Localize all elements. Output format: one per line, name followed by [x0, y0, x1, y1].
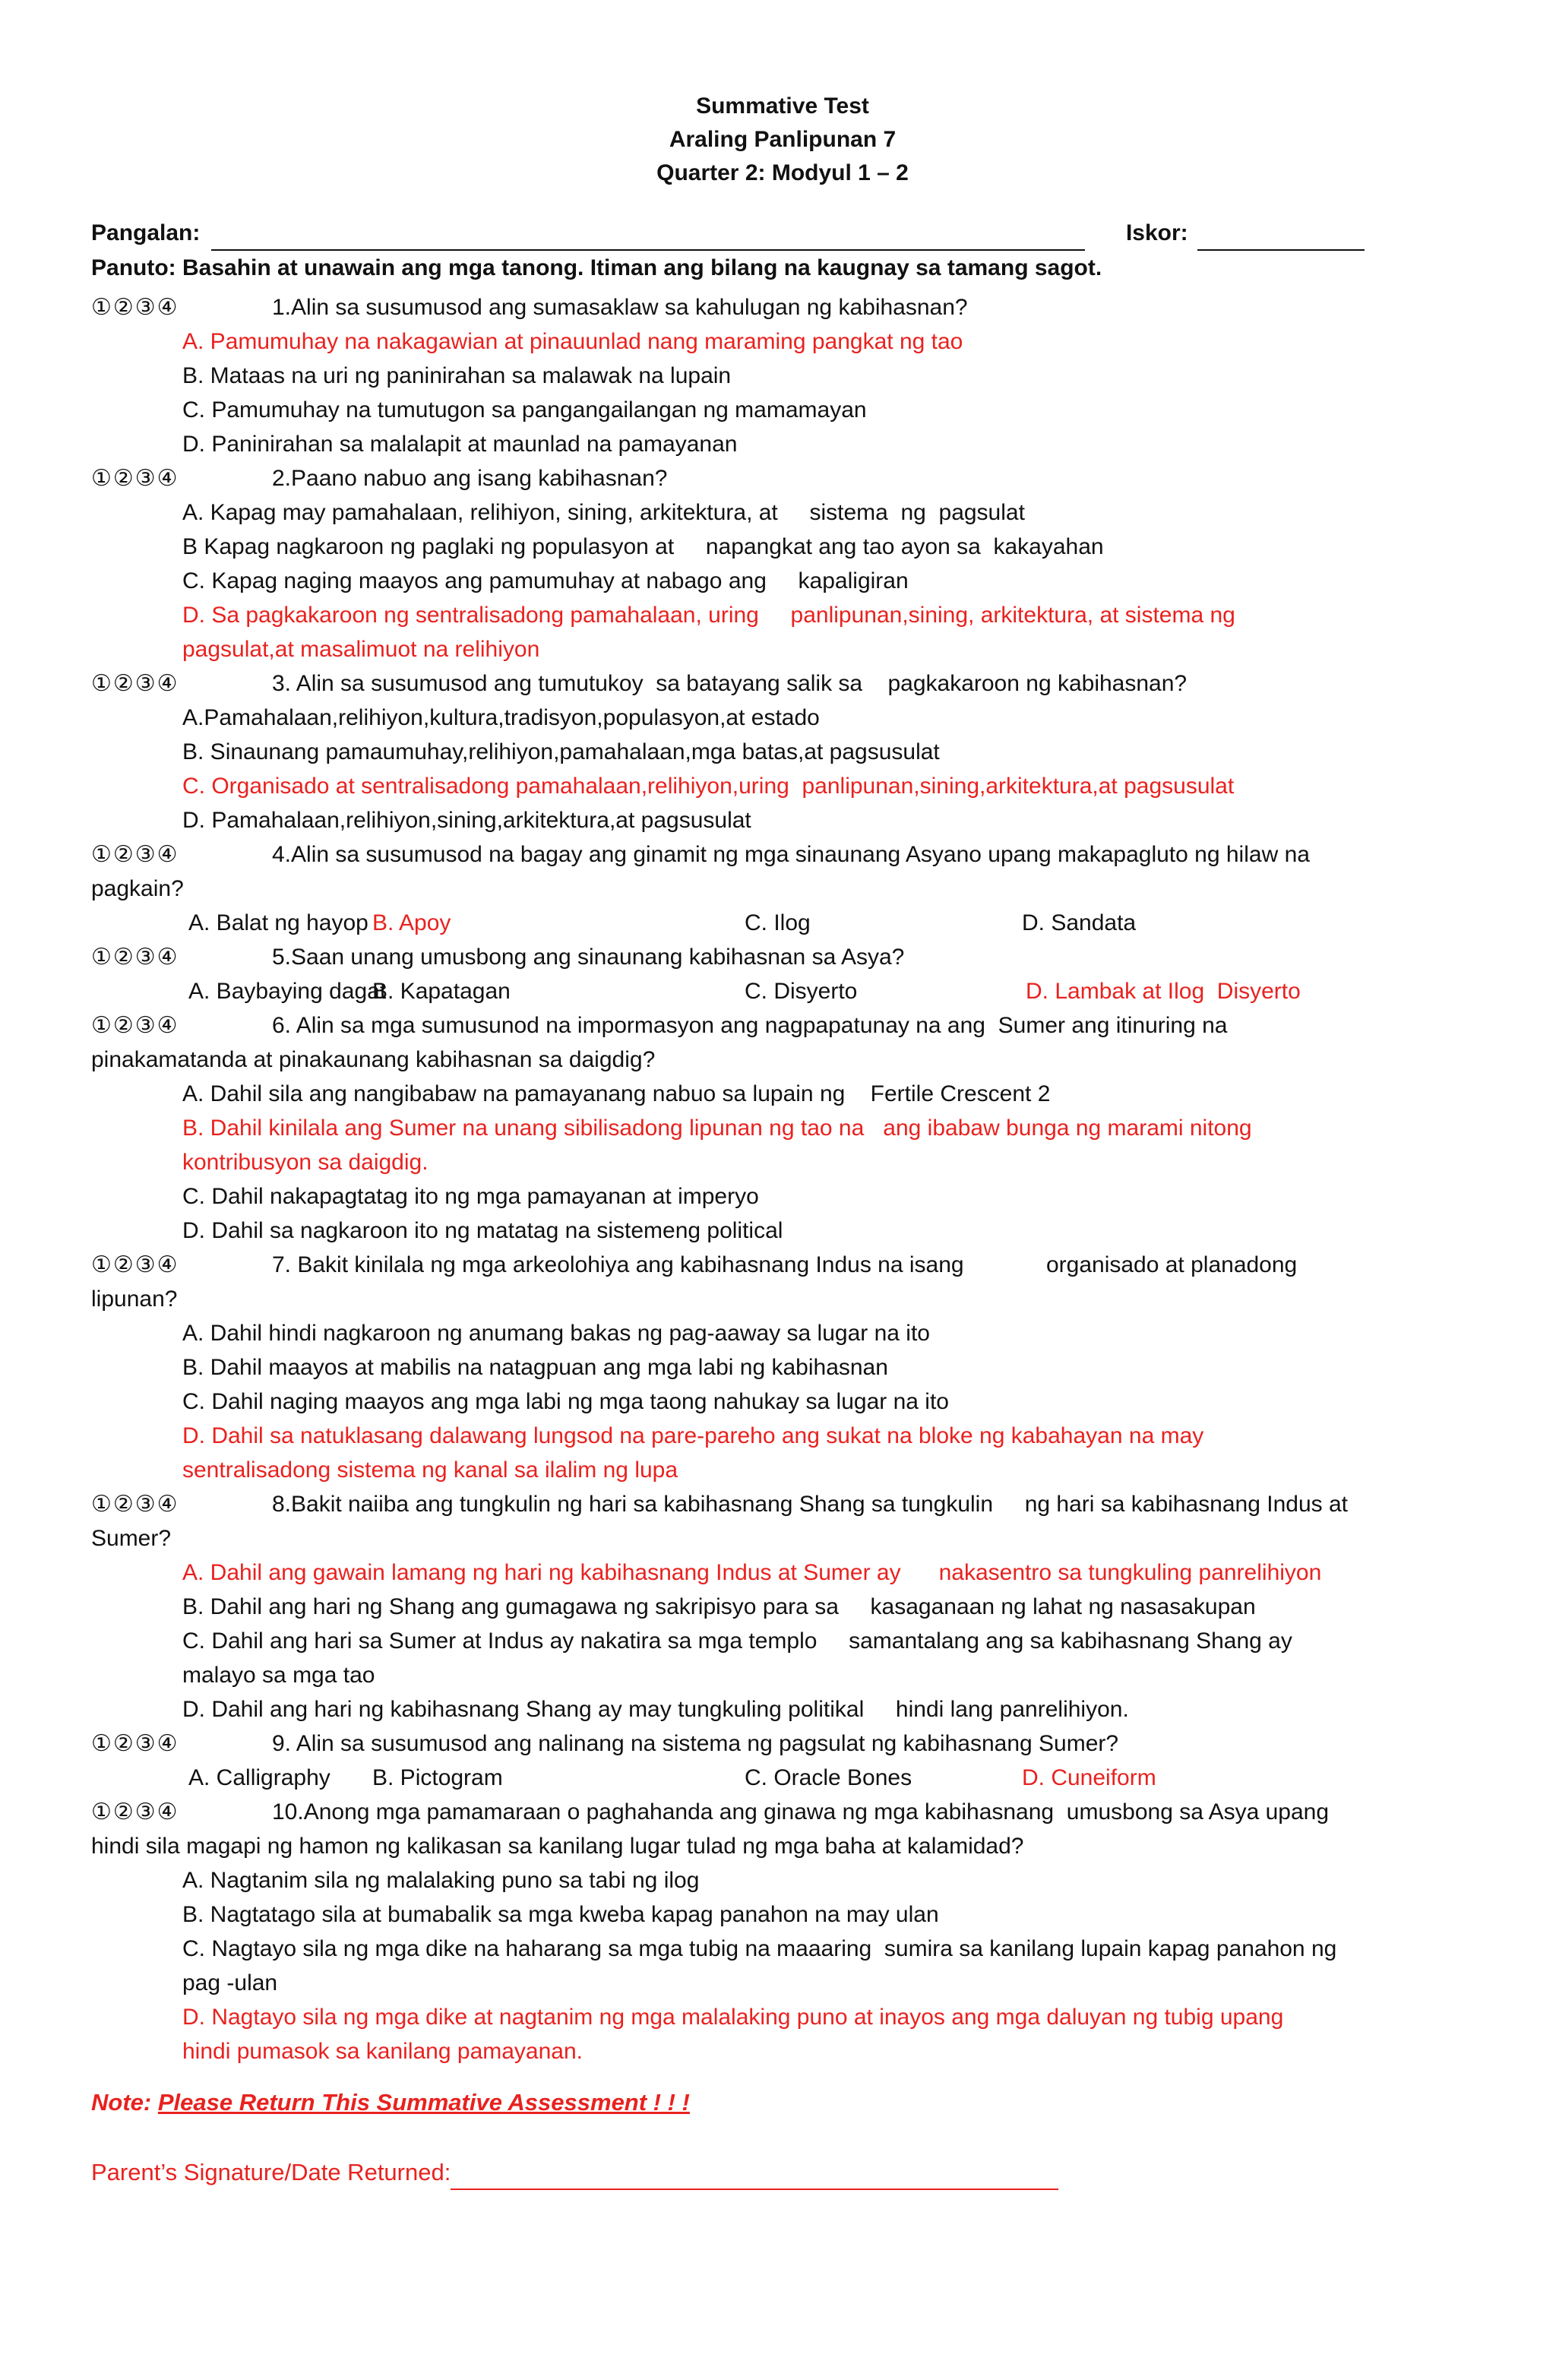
question-line: [91, 666, 1474, 701]
option-d: D. Sandata: [1022, 910, 1137, 935]
worksheet-page: [91, 90, 1474, 2190]
option-b: B Kapag nagkaroon ng paglaki ng populasyon at napangkat ang tao ayon sa kakayahan: [182, 534, 1104, 559]
answer-bubbles[interactable]: ①②③④: [91, 671, 179, 696]
option-d: D. Paninirahan sa malalapit at maunlad na pamayanan: [182, 432, 738, 457]
header: [91, 90, 1474, 190]
option-c: C. Oracle Bones: [745, 1765, 912, 1790]
question-text: 8.Bakit naiiba ang tungkulin ng hari sa kabihasnang Shang sa tungkulin ng hari sa kabihasnang Indus at: [272, 1492, 1348, 1517]
option-b: B. Dahil ang hari ng Shang ang gumagawa ng sakripisyo para sa kasaganaan ng lahat ng nasasakupan: [182, 1594, 1256, 1619]
question-line: [91, 290, 1474, 324]
option-d: D. Nagtayo sila ng mga dike at nagtanim ng mga malalaking puno at inayos ang mga daluyan ng tubig upang: [182, 2005, 1284, 2030]
answer-bubbles[interactable]: ①②③④: [91, 945, 179, 970]
question-text: 1.Alin sa susumusod ang sumasaklaw sa kahulugan ng kabihasnan?: [272, 295, 968, 320]
question-8: [91, 1487, 1474, 1726]
option-a: A. Dahil hindi nagkaroon ng anumang bakas ng pag-aaway sa lugar na ito: [182, 1321, 930, 1346]
question-line: [91, 837, 1474, 872]
option-b-continued: kontribusyon sa daigdig.: [182, 1150, 429, 1175]
subject-title: Araling Panlipunan 7: [669, 127, 897, 152]
note-text: Please Return This Summative Assessment ! ! !: [157, 2089, 690, 2116]
option-d: D. Sa pagkakaroon ng sentralisadong pamahalaan, uring panlipunan,sining, arkitektura, at sistema ng: [182, 603, 1235, 628]
question-text: 7. Bakit kinilala ng mga arkeolohiya ang kabihasnang Indus na isang organisado at planadong: [272, 1252, 1298, 1277]
question-text: 5.Saan unang umusbong ang sinaunang kabihasnan sa Asya?: [272, 945, 905, 970]
question-line: [91, 1795, 1474, 1829]
option-row: [91, 1761, 1474, 1795]
answer-bubbles[interactable]: ①②③④: [91, 1013, 179, 1038]
option-d: D. Lambak at Ilog Disyerto: [1026, 979, 1301, 1004]
option-d: D. Dahil ang hari ng kabihasnang Shang ay may tungkuling politikal hindi lang panrelihiyon.: [182, 1697, 1129, 1722]
answer-bubbles[interactable]: ①②③④: [91, 1252, 179, 1277]
question-text-continued: Sumer?: [91, 1526, 172, 1551]
score-field[interactable]: [1126, 216, 1365, 251]
option-d: D. Dahil sa nagkaroon ito ng matatag na sistemeng political: [182, 1218, 783, 1243]
question-6: [91, 1008, 1474, 1248]
option-b: B. Dahil kinilala ang Sumer na unang sibilisadong lipunan ng tao na ang ibabaw bunga ng marami nitong: [182, 1116, 1252, 1141]
option-b: B. Dahil maayos at mabilis na natagpuan ang mga labi ng kabihasnan: [182, 1355, 888, 1380]
signature-blank-line[interactable]: [451, 2166, 1058, 2190]
option-b: B. Apoy: [372, 910, 451, 935]
answer-bubbles[interactable]: ①②③④: [91, 1492, 179, 1517]
option-b: B. Mataas na uri ng paninirahan sa malawak na lupain: [182, 363, 732, 388]
option-row: [91, 906, 1474, 940]
quarter-title: Quarter 2: Modyul 1 – 2: [656, 160, 909, 185]
option-d-continued: hindi pumasok sa kanilang pamayanan.: [182, 2039, 584, 2064]
option-d-continued: sentralisadong sistema ng kanal sa ilalim ng lupa: [182, 1457, 678, 1483]
option-c: C. Dahil ang hari sa Sumer at Indus ay nakatira sa mga templo samantalang ang sa kabihasnang Shang ay: [182, 1628, 1292, 1654]
option-d: D. Cuneiform: [1022, 1765, 1156, 1790]
question-3: [91, 666, 1474, 837]
option-a: A. Nagtanim sila ng malalaking puno sa tabi ng ilog: [182, 1868, 700, 1893]
signature-label: Parent’s Signature/Date Returned:: [91, 2159, 451, 2185]
signature-line: [91, 2155, 1474, 2190]
answer-bubbles[interactable]: ①②③④: [91, 1799, 179, 1825]
question-line: [91, 1008, 1474, 1043]
option-c: C. Kapag naging maayos ang pamumuhay at nabago ang kapaligiran: [182, 568, 909, 593]
question-list: [91, 290, 1474, 2068]
option-a: A. Pamumuhay na nakagawian at pinauunlad nang maraming pangkat ng tao: [182, 329, 963, 354]
name-label: Pangalan:: [91, 220, 201, 245]
question-text-continued: lipunan?: [91, 1287, 178, 1312]
option-d-continued: pagsulat,at masalimuot na relihiyon: [182, 637, 540, 662]
option-b: B. Pictogram: [372, 1765, 503, 1790]
question-text: 9. Alin sa susumusod ang nalinang na sistema ng pagsulat ng kabihasnang Sumer?: [272, 1731, 1119, 1756]
option-c: C. Disyerto: [745, 979, 858, 1004]
option-b: B. Nagtatago sila at bumabalik sa mga kweba kapag panahon na may ulan: [182, 1902, 939, 1927]
question-line: [91, 1248, 1474, 1282]
meta-section: [91, 216, 1474, 286]
score-label: Iskor:: [1125, 220, 1188, 245]
answer-bubbles[interactable]: ①②③④: [91, 1731, 179, 1756]
question-9: [91, 1726, 1474, 1795]
option-a: A.Pamahalaan,relihiyon,kultura,tradisyon,populasyon,at estado: [182, 705, 820, 730]
option-b: B. Kapatagan: [372, 979, 511, 1004]
option-c-continued: malayo sa mga tao: [182, 1663, 375, 1688]
option-a: A. Balat ng hayop: [188, 910, 368, 935]
question-text-continued: hindi sila magapi ng hamon ng kalikasan sa kanilang lugar tulad ng mga baha at kalamidad?: [91, 1834, 1024, 1859]
question-text-continued: pinakamatanda at pinakaunang kabihasnan sa daigdig?: [91, 1047, 656, 1072]
question-text-continued: pagkain?: [91, 876, 184, 901]
option-c: C. Nagtayo sila ng mga dike na haharang sa mga tubig na maaaring sumira sa kanilang lupain kapag panahon ng: [182, 1936, 1337, 1961]
option-a: A. Dahil ang gawain lamang ng hari ng kabihasnang Indus at Sumer ay nakasentro sa tungkuling panrelihiyon: [182, 1560, 1322, 1585]
option-d: D. Dahil sa natuklasang dalawang lungsod na pare-pareho ang sukat na bloke ng kabahayan na may: [182, 1423, 1204, 1448]
option-row: [91, 974, 1474, 1008]
question-text: 10.Anong mga pamamaraan o paghahanda ang ginawa ng mga kabihasnang umusbong sa Asya upang: [272, 1799, 1330, 1825]
question-4: [91, 837, 1474, 940]
question-line: [91, 1726, 1474, 1761]
name-field[interactable]: [91, 216, 1085, 251]
question-text: 2.Paano nabuo ang isang kabihasnan?: [272, 466, 668, 491]
return-note: [91, 2085, 1474, 2120]
question-line: [91, 461, 1474, 495]
question-10: [91, 1795, 1474, 2068]
question-text: 3. Alin sa susumusod ang tumutukoy sa batayang salik sa pagkakaroon ng kabihasnan?: [272, 671, 1188, 696]
question-2: [91, 461, 1474, 666]
option-a: A. Calligraphy: [188, 1765, 330, 1790]
option-a: A. Kapag may pamahalaan, relihiyon, sining, arkitektura, at sistema ng pagsulat: [182, 500, 1025, 525]
question-1: [91, 290, 1474, 461]
option-c-continued: pag -ulan: [182, 1970, 278, 1995]
question-line: [91, 940, 1474, 974]
question-line: [91, 1487, 1474, 1521]
question-7: [91, 1248, 1474, 1487]
option-c: C. Organisado at sentralisadong pamahalaan,relihiyon,uring panlipunan,sining,arkitektura,at pagsusulat: [182, 774, 1235, 799]
question-text: 6. Alin sa mga sumusunod na impormasyon ang nagpapatunay na ang Sumer ang itinuring na: [272, 1013, 1228, 1038]
option-a: A. Dahil sila ang nangibabaw na pamayanang nabuo sa lupain ng Fertile Crescent 2: [182, 1081, 1051, 1106]
note-prefix: Note:: [91, 2089, 152, 2116]
answer-bubbles[interactable]: ①②③④: [91, 295, 179, 320]
option-c: C. Pamumuhay na tumutugon sa pangangailangan ng mamamayan: [182, 397, 867, 423]
option-c: C. Dahil naging maayos ang mga labi ng mga taong nahukay sa lugar na ito: [182, 1389, 949, 1414]
option-b: B. Sinaunang pamaumuhay,relihiyon,pamahalaan,mga batas,at pagsusulat: [182, 739, 940, 764]
test-title: Summative Test: [696, 93, 869, 119]
answer-bubbles[interactable]: ①②③④: [91, 466, 179, 491]
option-a: A. Baybaying dagat: [188, 979, 387, 1004]
answer-bubbles[interactable]: ①②③④: [91, 842, 179, 867]
question-text: 4.Alin sa susumusod na bagay ang ginamit ng mga sinaunang Asyano upang makapagluto ng hilaw na: [272, 842, 1310, 867]
instructions: Panuto: Basahin at unawain ang mga tanong. Itiman ang bilang na kaugnay sa tamang sagot.: [91, 255, 1102, 280]
option-c: C. Dahil nakapagtatag ito ng mga pamayanan at imperyo: [182, 1184, 759, 1209]
option-c: C. Ilog: [745, 910, 811, 935]
score-blank-line[interactable]: [1197, 226, 1365, 251]
question-5: [91, 940, 1474, 1008]
option-d: D. Pamahalaan,relihiyon,sining,arkitektura,at pagsusulat: [182, 808, 751, 833]
name-blank-line[interactable]: [211, 226, 1085, 251]
